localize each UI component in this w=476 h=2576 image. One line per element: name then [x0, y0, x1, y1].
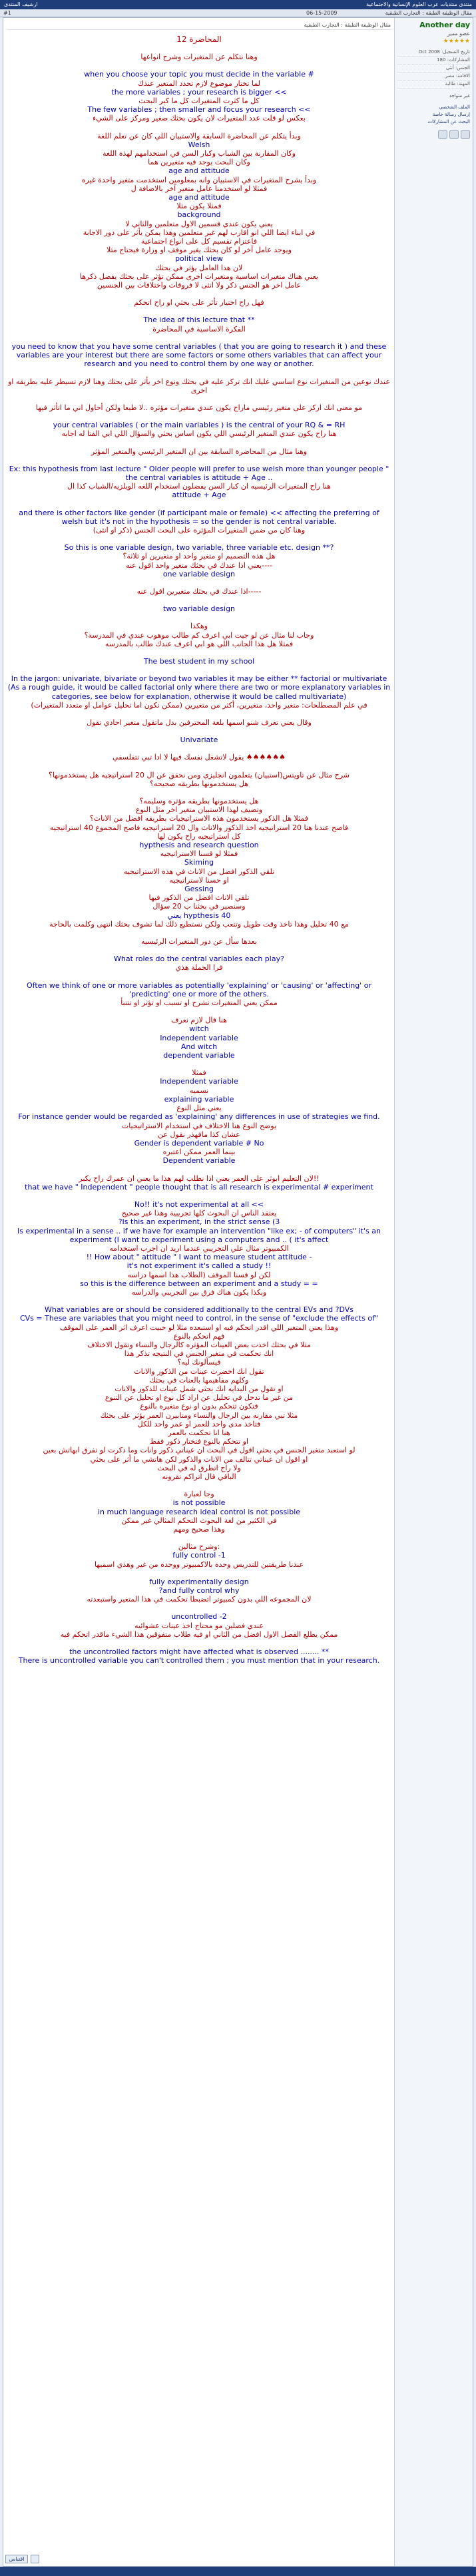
user-info-item: تاريخ التسجيل: Oct 2008 — [397, 49, 470, 57]
user-info — [397, 49, 470, 89]
message-line: يعني هناك متغيرات اساسية ومتغيرات اخرى ممكن تؤثر على بحثك يفضل ذكرها — [80, 272, 318, 281]
message-line: فمثلا — [192, 1068, 206, 1078]
message-line: بعكس لو قلت عدد المتغيرات لان يكون بحثك صغير ومركز على الشيء — [93, 114, 306, 123]
message-line: so this is the difference between an experiment and a study = = — [80, 1279, 318, 1288]
post-content-header: مقال الوظيفة الطبقة : التجارب الطبقية — [7, 21, 391, 30]
message-line: يعتقد الناس ان البحوث كلها تجريبية وهذا غير صحيح — [121, 1209, 277, 1218]
user-link[interactable]: البحث عن المشاركات — [427, 119, 470, 124]
user-info-item: المهنة: طالبة — [397, 81, 470, 89]
message-line: Is experimental in a sense .. if we have for example an intervention "like ex; - of computers" it's an experiment (I want to experiment using a computers and .. ( it's affect — [17, 1226, 381, 1244]
message-line: fully experimentally design — [149, 1577, 249, 1586]
message-text — [7, 35, 391, 1665]
message-line: Welsh — [188, 140, 210, 149]
message-line: Independent variable — [160, 1033, 238, 1042]
message-line: you need to know that you have some central variables ( that you are going to research it ) and these variables are your interest but there are some factors or some others variables that can affect your research and you need to control them by one way or another. — [11, 341, 387, 369]
message-line: In the jargon: univariate, bivariate or beyond two variables it may be either ** factorial or multivariate (As a rough guide, it would be called factorial only where there are two or more explanatory variables in categories, see below for explanation, otherwise it would be called multivariate) — [7, 674, 391, 701]
message-line: الفكرة الاساسية في المحاضرة — [152, 324, 246, 333]
message-line: هنا انا تحكمت بالعمر — [168, 1428, 230, 1437]
message-line — [7, 578, 391, 587]
search-icon[interactable] — [438, 130, 447, 139]
message-line: مع 40 تحليل وهذا تاخذ وقت طويل وتتعب ولكن نستطيع ذلك لما تشوف بحثك انتهى وكلمت بالحاجة — [49, 919, 349, 929]
message-line — [7, 762, 391, 771]
message-line: لان التعليم ابوثر على العمر يعني اذا نطلب لهم هذا ما يعني ان عمرك راح يكبر!! — [79, 1174, 320, 1183]
message-line — [7, 456, 391, 465]
message-line: وتضيف لهذا الاستبيان متغير اخر مثل النوع — [135, 805, 263, 815]
message-line — [7, 1639, 391, 1647]
message-line — [7, 1297, 391, 1305]
message-line: او حسنا لاستراتيجيه — [169, 875, 229, 885]
message-line: Dependent variable — [162, 1156, 236, 1166]
message-line: وجا لعبارة — [184, 1490, 214, 1499]
message-line: فمثلا لو قسنا الاستراتيجيه — [160, 849, 238, 859]
message-line: في علم المصطلحات: متغير واحد، متغيرين، أكثر من متغيرين (ممكن تكون اما تحليل عوامل او متعدد المتغيرات) — [31, 700, 367, 710]
message-line: And witch — [180, 1042, 218, 1051]
message-line: بعدها سأل عن دور المتغيرات الرئيسيه — [141, 937, 257, 947]
message-line: is not possible — [172, 1498, 226, 1508]
message-line: وشرح مثالين: — [178, 1542, 220, 1552]
forum-topbar — [0, 0, 476, 9]
message-line — [7, 666, 391, 674]
message-line: فتاخذ مدى واحد للعمر او عمر واحد للكل — [137, 1419, 261, 1428]
message-line: يعني hypthesis 40 — [167, 911, 231, 920]
message-line: من غير ما تدخل في تحليل عن اراد كل نوع او تحليل عن التنوع — [105, 1393, 294, 1402]
rank-stars-icon: ★★★★★ — [443, 38, 470, 45]
message-line: شرح مثال عن تاويتس(استبيان) يتعلمون انجليزي ومن نحقق عن ال 20 استراتيجيه هل يستخدمونها؟ — [48, 770, 350, 779]
message-line: fully control -1 — [172, 1551, 226, 1560]
message-line: تلقي الذكور افضل من الاناث في هذه الاستراتيجيه — [123, 867, 275, 876]
message-line: هنا راح المتغيرات الرئيسيه ان كبار السن يفضلون استخدام اللغه الويلزيه/الشباب كذا ال — [67, 482, 331, 491]
message-line: ممكن يطلع الفصل الاول افضل من الثاني او فيه طلاب متفوقين هذا الشيء ماقدر اتحكم فيه — [60, 1629, 338, 1639]
message-line: uncontrolled -2 — [171, 1612, 227, 1621]
message-line: The idea of this lecture that ** — [143, 316, 255, 325]
message-line: one variable design — [162, 569, 236, 578]
message-line: two variable design — [163, 604, 235, 614]
message-line — [7, 744, 391, 753]
message-line — [7, 44, 391, 53]
message-line: وهكذا — [190, 622, 208, 631]
message-line: Ex: this hypothesis from last lecture " Older people will prefer to use welsh more than younger people " the central variables is attitude + Age .. — [9, 464, 389, 482]
user-info-item: المشاركات: 180 — [397, 57, 470, 65]
post-number[interactable]: #1 — [3, 10, 11, 16]
message-line: So this is one variable design, two variable, three variable etc. design **? — [64, 543, 334, 552]
post-title-line: مقال الوظيفة الطبقة : التجارب الطبقية — [385, 10, 472, 16]
message-line — [7, 439, 391, 447]
message-line: لما تختار موضوع لازم تحدد المتغير عندك — [137, 79, 261, 88]
message-line: witch — [189, 1024, 209, 1034]
message-line: فهم اتحكم بالنوع — [173, 1331, 225, 1341]
message-line: عامل اخر هو الجنس ذكر ولا انثى لا فروقات واختلافات بين الجنسين — [97, 281, 302, 290]
message-line: the more variables ; your research is bigger << — [111, 87, 287, 97]
message-line: يعني يكون عندي قسمين الاول متعلمين والثاني لا — [125, 219, 273, 228]
message-line: explaining variable — [164, 1094, 234, 1104]
message-line: مثلا في بحثك اخذت بعض العينات المؤثره كالرجال والنساء وتقول الاختلاف — [87, 1340, 311, 1349]
message-line: عندنا طريقتين للتدريس وحده بالاكمبيوتر ووحده من غير وهذي اسميها — [94, 1560, 304, 1569]
message-line: and there is other factors like gender (if participant male or female) << affecting the preferring of welsh but it's not in the hypothesis = so the gender is not central variable. — [19, 508, 379, 526]
username[interactable]: Another day — [419, 21, 470, 29]
user-title: عضو مميز — [447, 31, 470, 37]
message-line: when you choose your topic you must decide in the variable # — [84, 70, 314, 79]
message-line: it's not experiment it's called a study !! — [126, 1261, 272, 1271]
message-icon[interactable] — [449, 130, 459, 139]
message-line: يعني اذا عندك في بحثك متغير واحد اقول عنه---- — [125, 560, 273, 570]
message-line: Gessing — [184, 885, 214, 894]
message-line: لان المجموعه اللي بدون كمبيوتر اتضبطا تحكمت في هذا المتغير واستبعدته — [87, 1595, 312, 1604]
message-line: the uncontrolled factors might have affected what is observed ........ ** — [69, 1647, 329, 1657]
user-info-item: الاقامة: مصر — [397, 73, 470, 81]
message-line: تلقي الاناث افضل من الذكور فيها — [148, 893, 250, 903]
message-line: Univariate — [180, 736, 218, 745]
message-line: وكلهم مفاهيمها بالعنات في بحثك — [149, 1375, 249, 1385]
message-line: وبدأ يشرح المتغيرات في الاستبيان وانه بمعلومين استخدمت متغير واحدة غيره — [81, 175, 317, 184]
message-line: ممكن يعني المتغيرات تشرح او تسبب او تؤثر او تتنبأ — [120, 998, 278, 1008]
message-line: لكن لو قسنا الموقف (الطلاب هذا اسمها دراسه — [127, 1270, 271, 1279]
message-line — [7, 788, 391, 797]
message-line — [7, 1569, 391, 1578]
message-line: هل هذه التصميم او متغير واحد او متغيرين او ثلاثة؟ — [122, 552, 276, 561]
user-icons — [397, 130, 470, 139]
message-line: وهنا كان من ضمن المتغيرات المؤثره على البحث الجنس (ذكر او انثى) — [93, 525, 306, 535]
message-line: عندي فصلين مو محتاج اخذ عينات عشوائيه — [134, 1621, 264, 1630]
message-line: your central variables ( or the main variables ) is the central of your RQ & = RH — [53, 421, 346, 430]
message-line: Independent variable — [160, 1077, 238, 1086]
message-line: الباقي قال اتراكم تقرونه — [162, 1472, 236, 1482]
message-line: age and attitude — [168, 193, 230, 202]
message-line: فيسألونك ليه؟ — [177, 1358, 221, 1367]
message-line: background — [177, 210, 221, 220]
archive-link[interactable]: ارشيف المنتدى — [4, 1, 38, 7]
message-line — [7, 535, 391, 543]
message-line — [7, 613, 391, 622]
message-line — [7, 1166, 391, 1174]
message-line: وهذا صحيح ومهم — [173, 1525, 225, 1534]
message-line: وهذا يعني المتغير اللي اقدر اتحكم فيه او استبعده مثلا لو حبيت اعرف اثر العمر على الموقف — [59, 1323, 339, 1332]
post-date: 06-15-2009 — [306, 10, 338, 16]
message-line: هنا راح يكون عندي المتغير الرئيسي اللي يكون اساس بحثي والسؤال اللي ابي الفتا له اجابه — [61, 429, 337, 439]
message-line — [7, 395, 391, 403]
post-header — [0, 9, 476, 17]
message-line — [7, 500, 391, 509]
message-line: بينما العمر ممكن اعتبره — [162, 1148, 236, 1157]
message-line: فرا الجملة هذي — [175, 963, 223, 972]
user-status: غير متواجد — [449, 93, 470, 99]
user-info-item: الجنس: أنثى — [397, 65, 470, 73]
message-line: مثلا تبي مقارنه بين الرجال والنساء ومتابيرن العمر يؤثر على بحثك — [100, 1410, 298, 1420]
user-sidebar — [394, 18, 473, 2566]
forum-name[interactable]: منتدى منتديات عرب العلوم الإنسانية والاجتماعية — [366, 1, 472, 7]
message-line: فاصح عندنا هنا 20 استراتيجيه اخذ الذكور والاناث وال 20 استراتيجيه فاصح المجموع 40 استراتيجيه — [49, 823, 349, 832]
message-line: dependent variable — [163, 1051, 235, 1060]
message-line: age and attitude — [168, 166, 230, 176]
message-line: وكان البحث يوجد فيه متغيرين هما — [148, 158, 250, 167]
message-line: hypthesis and research question — [139, 841, 259, 850]
message-line: ولا راح اتطرق له في البحث — [157, 1463, 241, 1472]
message-line — [7, 648, 391, 657]
message-line: ويوجد عامل آخر لو كان بحثك يغير موقف او وزارة فيحتاج مثلا — [107, 246, 292, 255]
message-line: يقول لاتشغل نفسك فيها لا ادا تبي تتفلسفي ♠♠♠♠♠♠ — [113, 753, 286, 762]
message-line — [7, 946, 391, 955]
message-line: فمثلا يكون مثلا — [176, 202, 222, 211]
message-line — [7, 1604, 391, 1612]
message-line: في ابناء ايضا اللي انو اقارب لهم غير متعلمين وهذا يمكن يأثر على دور الاجابة — [83, 228, 316, 237]
message-line: فاعتزام تقسيم كل على انواع اجتماعية — [140, 237, 258, 246]
message-line — [7, 333, 391, 342]
user-links — [397, 104, 470, 126]
multi-quote-button[interactable] — [31, 2555, 39, 2563]
message-line: اذا عندك في بحثك متغيرين اقول عنه----- — [136, 586, 262, 596]
message-line: CVs = These are variables that you might need to control, in the sense of "exclude the effects of" — [19, 1314, 379, 1323]
message-line: فمثلا هل هذا الجانب اللي هو ابي اعرف عندك طالب بالمدرسه — [105, 639, 294, 648]
message-line — [7, 290, 391, 298]
message-line: فمثلا لو استخدمنا عامل متغير آخر بالاضافة ل — [130, 184, 268, 193]
message-line: عشان كذا مافهذر نقول عن — [158, 1130, 240, 1139]
message-line: هل يستخدمونها بطريقه صحيحه؟ — [149, 779, 249, 788]
message-line — [7, 1534, 391, 1542]
message-line: وهنا مثال من المحاضرة السابقة بين ان المتغير الرئيسي والمتغير المؤثر — [91, 447, 308, 456]
message-line — [7, 727, 391, 736]
message-line: هنا قال لازم نعرف — [171, 1016, 227, 1025]
message-line: فهل راح اختيار تأثر على بحثي او راح اتحكم — [134, 298, 264, 308]
message-line: تقول انك اخضرت عينات من الذكور والاناث — [134, 1367, 264, 1376]
message-line: او تتحكم بالنوع فتختار ذكور فقط — [149, 1437, 249, 1446]
message-line: كل استراتيجيه راح يكون لها — [157, 831, 241, 841]
message-line: وبكذا يكون هناك فرق بين التجريبي والدراسه — [131, 1287, 267, 1297]
message-line: !! How about " attitude " I want to measure student attitude - — [86, 1253, 312, 1262]
message-line — [7, 596, 391, 604]
message-line: Skiming — [184, 858, 214, 867]
message-line: انك تحكمت في متغير الجنس في النتيجه تذكر هذا — [124, 1349, 274, 1359]
user-link[interactable]: إرسال رسالة خاصة — [432, 112, 470, 117]
message-line: فمثلا هل الذكور يستخدمون هذه الاستراتيجيات بطريقه افضل من الاناث؟ — [89, 814, 309, 823]
quote-button[interactable]: اقتباس — [5, 2555, 28, 2563]
message-line: لان هذا العامل يؤثر في بحثك — [155, 263, 243, 272]
message-line: او تقول من البدايه انك بحثي شمل عينات للذكور والانات — [115, 1384, 284, 1393]
user-link[interactable]: الملف الشخصي — [439, 105, 470, 110]
message-line: وقال يعني تعرف شنو اسمها بلغة المحترفين بدل ماتقول متغير احادي تقول — [87, 718, 312, 727]
message-line: يوضح النوع هنا الاختلاف في استخدام الاستراتيجيات — [121, 1121, 277, 1130]
message-line: that we have " Independent " people thought that is all research is experimental # experiment — [25, 1182, 373, 1191]
profile-icon[interactable] — [461, 130, 470, 139]
message-line: وجاب لنا مثال عن لو جيت ابي اعرف كم طالب موهوب عندي في المدرسة؟ — [84, 630, 314, 640]
message-line: attitude + Age — [172, 491, 226, 500]
message-line: What roles do the central variables each play? — [114, 955, 284, 964]
message-line: For instance gender would be regarded as 'explaining' any differences in use of strategies we find. — [18, 1112, 380, 1122]
message-line: مو معنى انك اركز على متغير رئيسي ماراح يكون عندي متغيرات مؤثره ..لا طبعا ولكن أحاول اني ما اتأثر فيها — [35, 403, 363, 412]
message-line — [7, 412, 391, 421]
message-line — [7, 123, 391, 132]
message-line: The few variables ; then smaller and focus your research << — [87, 105, 311, 114]
message-line — [7, 1060, 391, 1068]
message-line: There is uncontrolled variable you can't controlled them ; you must mention that in your research. — [18, 1656, 380, 1665]
message-line: كل ما كثرت المتغيرات كل ما كبر البحث — [138, 97, 260, 106]
message-line: هل يستخدمونها بطريقه مؤثره وسليمه؟ — [139, 797, 259, 805]
post-content — [3, 18, 395, 2566]
message-line: عندك نوعين من المتغيرات نوع اساسي عليك انك تركز عليه في بحثك ونوع اخر يأثر على بحثك وهنا لازم تسيطر عليه بطريقه او اخرى — [8, 377, 390, 395]
message-line: وكان المقارنة بين الشباب وكبار السن في استخدامهم لهذه اللغة — [103, 149, 296, 158]
forum-bottombar — [0, 2567, 476, 2576]
message-line: What variables are or should be considered additionally to the central EVs and ?DVs — [45, 1305, 354, 1315]
message-line: وسنصير في بحثنا ب 20 سؤال — [152, 902, 246, 911]
message-line: وهنا نتكلم عن المتغيرات وشرح انواعها — [140, 53, 258, 62]
message-line: وبدأ يتكلم عن المحاضرة السابقة والاستبيان اللي كان عن تعلم اللغة — [97, 131, 301, 140]
message-line: فتكون تتحكم بدون او نوع متغيره بالنوع — [140, 1402, 258, 1411]
message-line: المحاضرة 12 — [176, 35, 222, 44]
message-line: in much language research ideal control is not possible — [97, 1507, 301, 1516]
message-line: Often we think of one or more variables as potentially 'explaining' or 'causing' or 'affecting' or 'predicting' one or more of the others. — [27, 980, 371, 998]
message-line: Gender is dependent variable # No — [134, 1138, 264, 1148]
message-line: لو استعبد متغير الجنس في بحثي اقول في البحث ان عيناتي ذكور وانات وما ذكرت لو تفرق ابهاتش بعين — [43, 1446, 356, 1455]
message-line: ?Is this an experiment, in the strict sense (3 — [118, 1217, 280, 1227]
message-line — [7, 307, 391, 316]
message-line: ?and fully control why — [158, 1586, 240, 1596]
message-line — [7, 710, 391, 718]
message-line — [7, 1007, 391, 1016]
message-line: No!! it's not experimental at all << — [134, 1199, 264, 1209]
post-body — [3, 17, 473, 2567]
message-line: او اقول ان عيناتي تتالف من الانات والذكور لكن هاتشي ما أثر على بحثي — [90, 1454, 308, 1464]
message-line: The best student in my school — [143, 656, 255, 666]
message-line: political view — [175, 254, 223, 264]
message-line — [7, 369, 391, 377]
message-line — [7, 972, 391, 981]
message-line: نسميه — [189, 1086, 209, 1095]
message-line — [7, 1191, 391, 1200]
message-line — [7, 1481, 391, 1490]
message-line: في الكثير من لغة البحوث التحكم المثالي غير ممكن — [121, 1516, 277, 1525]
message-line: الكمبيوتر مثال علي التجريبي عندما اريد ان اجرب استخدامه — [109, 1243, 289, 1253]
message-line — [7, 929, 391, 937]
message-line: يعني مثل النوع — [176, 1104, 222, 1113]
message-line — [7, 61, 391, 70]
